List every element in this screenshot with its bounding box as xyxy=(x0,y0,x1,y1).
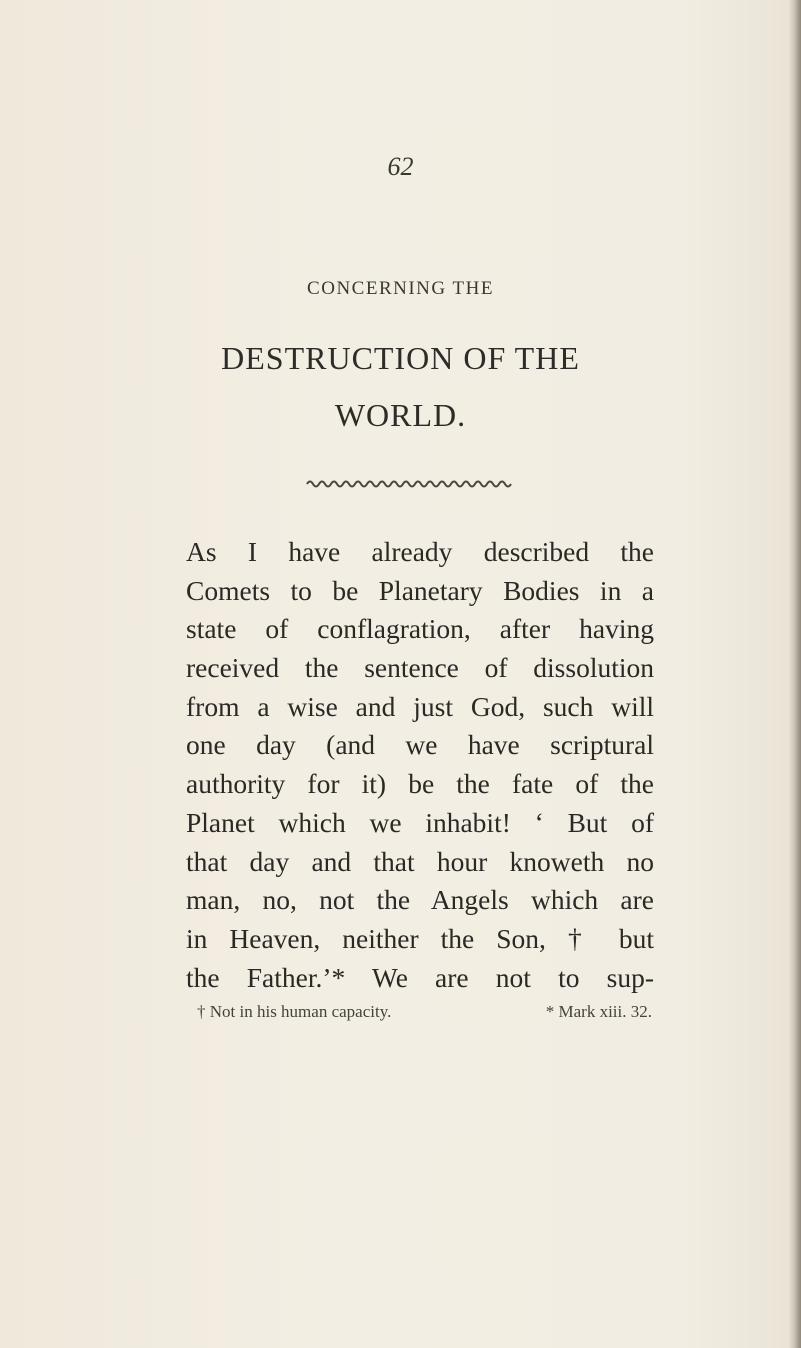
body-line: state of conflagration, after having xyxy=(186,613,654,645)
chapter-title-line-1: DESTRUCTION OF THE xyxy=(221,340,580,376)
chapter-kicker: CONCERNING THE xyxy=(307,278,494,299)
body-paragraph xyxy=(186,533,654,997)
footnote-dagger: † Not in his human capacity. xyxy=(197,1002,392,1021)
body-line: that day and that hour knoweth no xyxy=(186,845,654,877)
page-edge-shadow xyxy=(789,0,801,1348)
body-line: Comets to be Planetary Bodies in a xyxy=(186,574,654,606)
body-line: in Heaven, neither the Son, † but xyxy=(186,922,654,954)
body-line: received the sentence of dissolution xyxy=(186,652,654,684)
body-line: the Father.’* We are not to sup- xyxy=(186,961,654,993)
body-line: one day (and we have scriptural xyxy=(186,729,654,761)
body-line: man, no, not the Angels which are xyxy=(186,884,654,916)
body-line: authority for it) be the fate of the xyxy=(186,768,654,800)
footnote-asterisk: * Mark xiii. 32. xyxy=(545,1002,652,1021)
body-line: from a wise and just God, such will xyxy=(186,690,654,722)
body-line: Planet which we inhabit! ‘ But of xyxy=(186,806,654,838)
page-number: 62 xyxy=(387,152,414,181)
body-line: As I have already described the xyxy=(186,536,654,567)
ornamental-rule xyxy=(305,476,517,490)
chapter-title-line-2: WORLD. xyxy=(334,397,467,433)
